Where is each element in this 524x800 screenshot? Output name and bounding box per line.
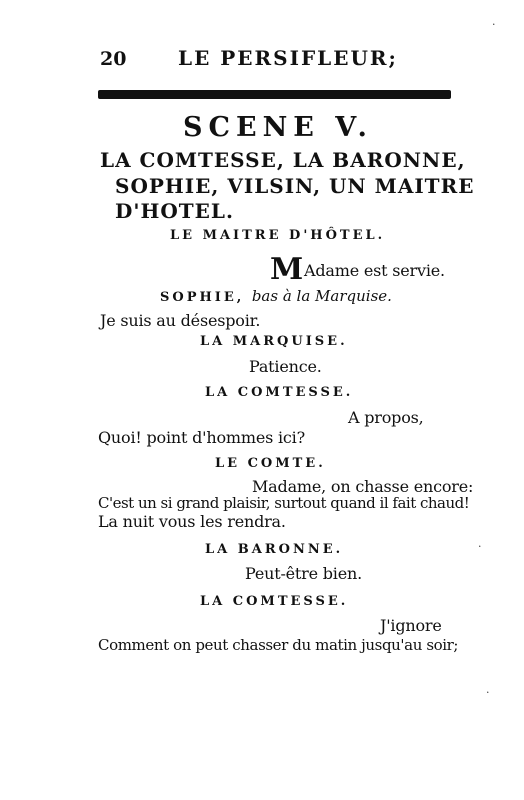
margin-speck: · — [478, 540, 482, 553]
speaker-name: LA COMTESSE. — [200, 594, 349, 609]
dialogue-line — [270, 252, 445, 287]
margin-speck: · — [486, 686, 490, 699]
cast-line: SOPHIE, VILSIN, UN MAITRE — [115, 174, 475, 198]
dialogue-line: La nuit vous les rendra. — [98, 512, 286, 531]
dialogue-line: Quoi! point d'hommes ici? — [98, 428, 305, 447]
dialogue-line: C'est un si grand plaisir, surtout quand il fait chaud! — [98, 494, 470, 512]
cast-line: LA COMTESSE, LA BARONNE, — [100, 148, 466, 172]
header-rule — [98, 90, 451, 99]
dialogue-line: Comment on peut chasser du matin jusqu'au soir; — [98, 636, 459, 654]
scene-title: SCENE V. — [183, 112, 373, 143]
dialogue-line: J'ignore — [380, 616, 442, 635]
speaker-name — [160, 287, 392, 305]
cast-line: D'HOTEL. — [115, 199, 234, 223]
dialogue-line: Je suis au désespoir. — [100, 311, 261, 330]
speaker-name: LA COMTESSE. — [205, 385, 354, 400]
dialogue-line: A propos, — [348, 408, 424, 427]
speaker-name: LE MAITRE D'HÔTEL. — [170, 228, 386, 243]
margin-speck: · — [492, 18, 496, 31]
speaker-name: LE COMTE. — [215, 456, 326, 471]
dialogue-line: Peut-être bien. — [245, 564, 362, 583]
drop-cap: M — [270, 252, 304, 287]
speaker-name: LA BARONNE. — [205, 542, 344, 557]
page-number: 20 — [100, 48, 127, 70]
stage-direction: bas à la Marquise. — [251, 287, 392, 305]
speaker-label: SOPHIE, — [160, 290, 245, 305]
dialogue-text: Adame est servie. — [304, 261, 445, 280]
speaker-name: LA MARQUISE. — [200, 334, 348, 349]
dialogue-line: Patience. — [249, 357, 322, 376]
running-title: LE PERSIFLEUR; — [178, 46, 398, 70]
dialogue-line: Madame, on chasse encore: — [252, 477, 474, 496]
